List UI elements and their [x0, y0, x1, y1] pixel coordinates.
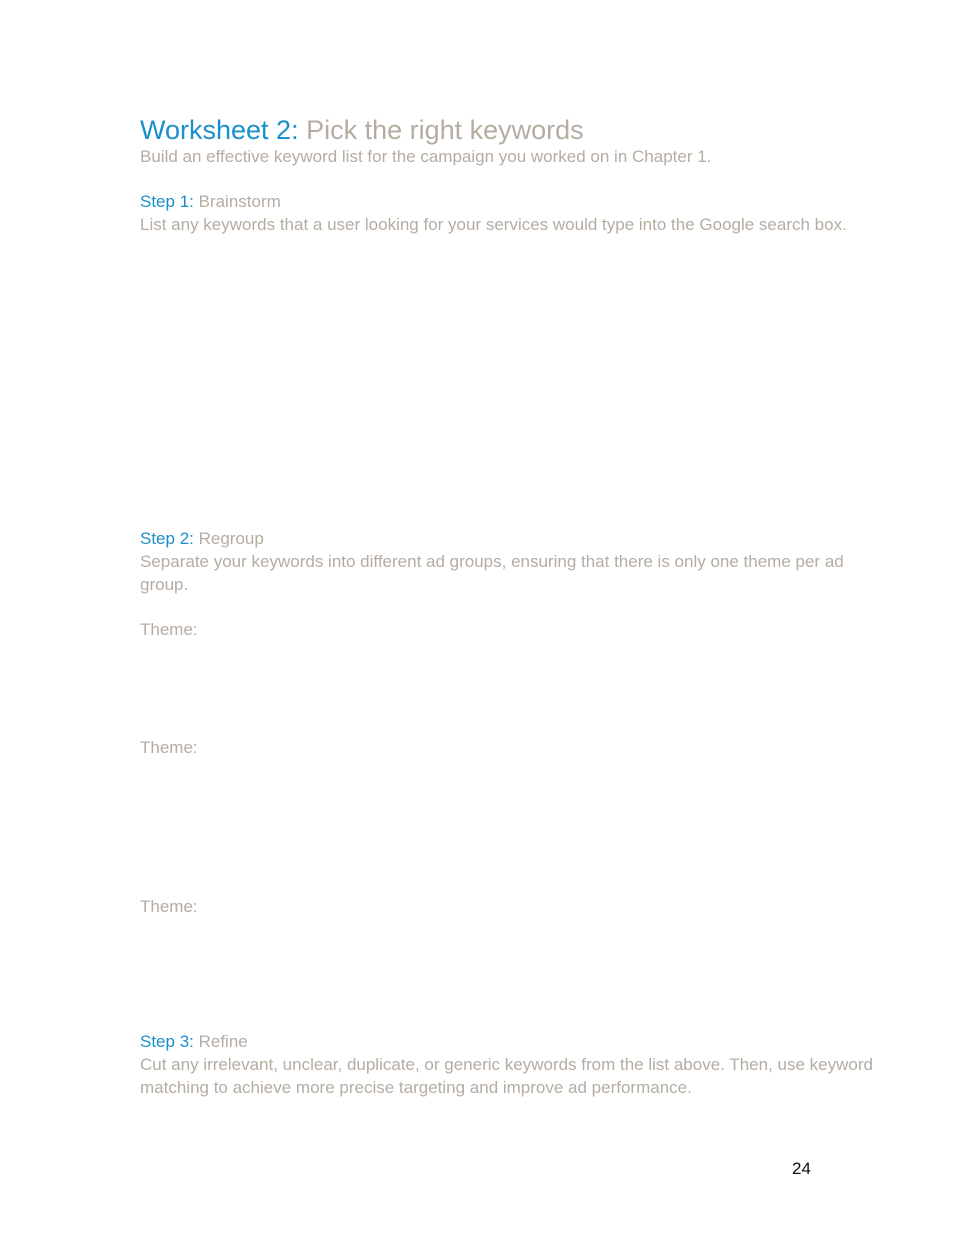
step-3-description: Cut any irrelevant, unclear, duplicate, or generic keywords from the list above. Then, use keyword matching to achieve more precise targeting and improve ad performance. [140, 1055, 873, 1097]
theme-label-2: Theme: [140, 738, 198, 757]
step-3-name: Refine [193, 1032, 248, 1051]
step-1-description: List any keywords that a user looking for your services would type into the Google search box. [140, 215, 847, 234]
step-2-name: Regroup [193, 529, 264, 548]
step-3-heading [140, 1031, 248, 1053]
step-1-heading [140, 191, 281, 213]
worksheet-title-text: Pick the right keywords [298, 115, 584, 145]
step-3-label: Step 3: [140, 1032, 194, 1051]
step-2-heading [140, 528, 264, 550]
worksheet-subtitle: Build an effective keyword list for the campaign you worked on in Chapter 1. [140, 147, 712, 166]
worksheet-title [140, 113, 584, 147]
step-2-label: Step 2: [140, 529, 194, 548]
step-1-label: Step 1: [140, 192, 194, 211]
step-2-description: Separate your keywords into different ad groups, ensuring that there is only one theme per ad group. [140, 552, 844, 594]
theme-label-3: Theme: [140, 897, 198, 916]
page-number: 24 [792, 1159, 811, 1178]
step-1-name: Brainstorm [193, 192, 281, 211]
theme-label-1: Theme: [140, 620, 198, 639]
worksheet-title-prefix: Worksheet 2: [140, 115, 299, 145]
